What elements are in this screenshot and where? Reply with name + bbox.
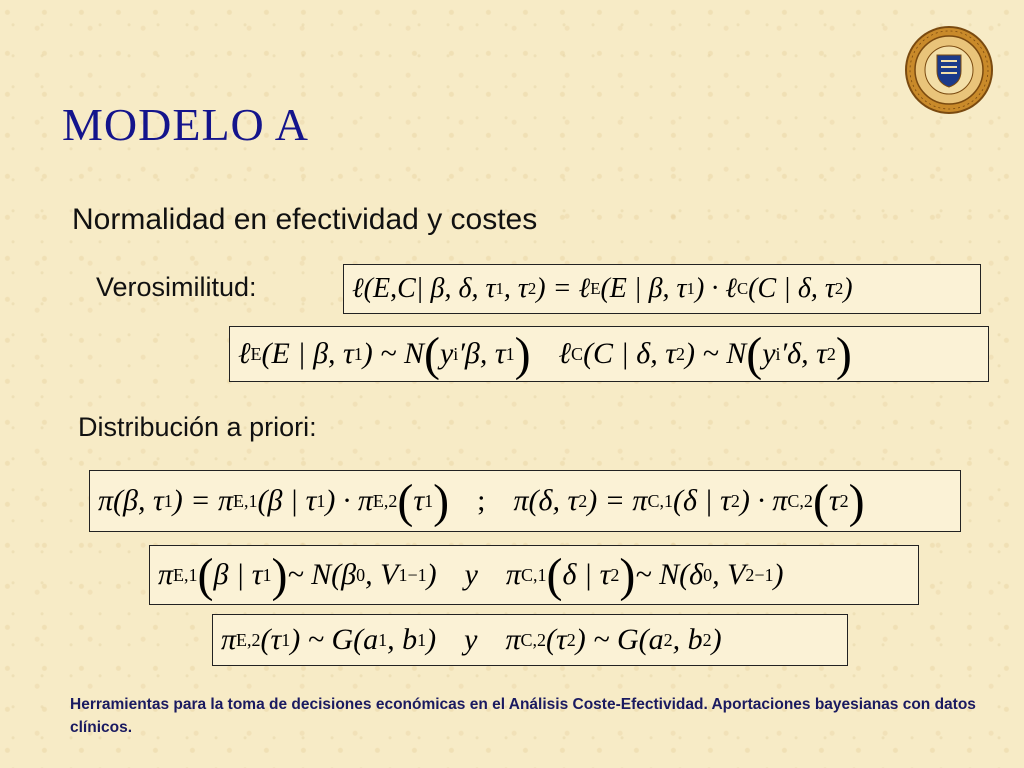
formula-part: E <box>373 273 391 304</box>
formula-part: 1 <box>417 629 427 650</box>
formula-part: 2 <box>676 343 685 364</box>
formula-part: , b <box>387 623 418 656</box>
formula-part: ) · π <box>325 484 373 517</box>
formula-part: ) = ℓ <box>536 273 591 304</box>
formula-part: ) · π <box>739 484 788 517</box>
formula-part: i <box>453 343 459 364</box>
likelihood-label: Verosimilitud: <box>96 272 257 302</box>
formula-part: ( <box>197 548 214 602</box>
formula-part: 1 <box>495 279 504 298</box>
formula-part: δ | τ <box>562 558 611 591</box>
formula-part: π <box>505 623 521 656</box>
formula-part: C <box>571 343 584 364</box>
formula-gamma-priors <box>212 614 848 666</box>
formula-part: C <box>397 273 416 304</box>
formula-part: ( <box>423 327 440 381</box>
formula-part: E <box>250 343 262 364</box>
formula-part: C <box>736 279 749 298</box>
formula-part: ℓ <box>238 337 251 370</box>
formula-part: ( <box>746 327 763 381</box>
formula-part: (β | τ <box>257 484 317 517</box>
formula-part: 2 <box>566 629 576 650</box>
formula-part: ′δ, τ <box>780 337 827 370</box>
formula-part: ~ N(β <box>287 558 357 591</box>
formula-part: 1 <box>262 564 272 585</box>
formula-part: y <box>464 623 478 656</box>
formula-part: C,2 <box>520 629 547 650</box>
formula-part: C,1 <box>647 490 673 511</box>
formula-part: ) <box>773 558 784 591</box>
formula-part: ) <box>711 623 722 656</box>
formula-part: i <box>775 343 781 364</box>
formula-part: 1 <box>424 490 434 511</box>
formula-part: 2 <box>578 490 588 511</box>
formula-part: 1 <box>163 490 173 511</box>
formula-part: ) <box>843 273 853 304</box>
formula-part: ) <box>271 548 288 602</box>
formula-part: , V <box>712 558 746 591</box>
formula-part: E <box>590 279 601 298</box>
slide-subtitle: Normalidad en efectividad y costes <box>72 203 538 236</box>
formula-part: ( <box>546 548 563 602</box>
formula-part: ) <box>619 548 636 602</box>
formula-part: ) <box>426 558 437 591</box>
formula-part: , b <box>672 623 703 656</box>
formula-part: −1 <box>407 564 427 585</box>
formula-part: , τ <box>503 273 528 304</box>
formula-part: ) <box>514 327 531 381</box>
formula-part: E,1 <box>173 564 198 585</box>
formula-part: 1 <box>281 629 291 650</box>
formula-part: (E | β, τ <box>600 273 687 304</box>
formula-part: C,2 <box>787 490 813 511</box>
formula-part: ) ~ N <box>362 337 424 370</box>
formula-part: ) <box>426 623 437 656</box>
formula-part: 1 <box>505 343 515 364</box>
formula-part: ) ~ G(a <box>290 623 379 656</box>
formula-part: ~ N(δ <box>635 558 704 591</box>
prior-label: Distribución a priori: <box>78 412 317 442</box>
formula-part: ; <box>477 484 486 517</box>
formula-part: π <box>158 558 174 591</box>
formula-part: 2 <box>610 564 620 585</box>
formula-part: 1 <box>378 629 388 650</box>
formula-part: E,1 <box>232 490 258 511</box>
formula-part: ) <box>835 327 852 381</box>
formula-part: E,2 <box>236 629 261 650</box>
formula-part: π <box>221 623 237 656</box>
formula-part: (τ <box>546 623 567 656</box>
formula-part: , <box>390 273 398 304</box>
formula-part: ) ~ G(a <box>575 623 664 656</box>
formula-part: | β, δ, τ <box>415 273 496 304</box>
formula-part: ) ~ N <box>685 337 747 370</box>
formula-part: π(δ, τ <box>513 484 579 517</box>
formula-part: ℓ <box>558 337 572 370</box>
formula-part: ℓ( <box>352 273 373 304</box>
formula-prior-factorization <box>89 470 961 532</box>
formula-part: (C | δ, τ <box>748 273 835 304</box>
formula-part: 1 <box>398 564 408 585</box>
formula-part: 2 <box>702 629 712 650</box>
formula-part: 1 <box>686 279 695 298</box>
formula-part: 2 <box>834 279 844 298</box>
formula-part: (C | δ, τ <box>583 337 676 370</box>
slide-title: MODELO A <box>62 99 309 150</box>
formula-part: 2 <box>730 490 740 511</box>
formula-part: ) <box>848 474 865 528</box>
formula-part: (δ | τ <box>672 484 731 517</box>
formula-part: π <box>505 558 521 591</box>
formula-marginal-likelihoods <box>229 326 989 382</box>
formula-part: 2 <box>663 629 673 650</box>
formula-part: y <box>439 337 454 370</box>
formula-conditional-normal-priors <box>149 545 919 605</box>
formula-part: ) <box>433 474 450 528</box>
formula-part: ) = π <box>587 484 648 517</box>
formula-part: (τ <box>260 623 282 656</box>
formula-part: E,2 <box>372 490 398 511</box>
formula-part: ( <box>812 474 829 528</box>
formula-part: 2 <box>527 279 537 298</box>
formula-part: τ <box>413 484 425 517</box>
slide-footer: Herramientas para la toma de decisiones económicas en el Análisis Coste-Efectividad. Aportaciones bayesianas con datos clínicos. <box>70 696 976 736</box>
formula-part: 2 <box>745 564 755 585</box>
formula-part: 1 <box>353 343 363 364</box>
formula-part: 0 <box>356 564 366 585</box>
university-seal-icon <box>904 25 994 115</box>
formula-part: 2 <box>826 343 836 364</box>
formula-part: ) · ℓ <box>694 273 737 304</box>
formula-part: C,1 <box>520 564 547 585</box>
formula-part: −1 <box>754 564 774 585</box>
formula-part: 1 <box>316 490 326 511</box>
formula-part: ( <box>397 474 414 528</box>
formula-part: ) = π <box>172 484 233 517</box>
formula-part: y <box>464 558 478 591</box>
formula-part: ′β, τ <box>458 337 506 370</box>
formula-part: 2 <box>839 490 849 511</box>
formula-part: π(β, τ <box>98 484 164 517</box>
formula-part: τ <box>828 484 840 517</box>
formula-joint-likelihood <box>343 264 981 314</box>
formula-part: 0 <box>703 564 713 585</box>
formula-part: β | τ <box>213 558 263 591</box>
formula-part: , V <box>365 558 399 591</box>
formula-part: (E | β, τ <box>261 337 354 370</box>
formula-part: y <box>762 337 776 370</box>
